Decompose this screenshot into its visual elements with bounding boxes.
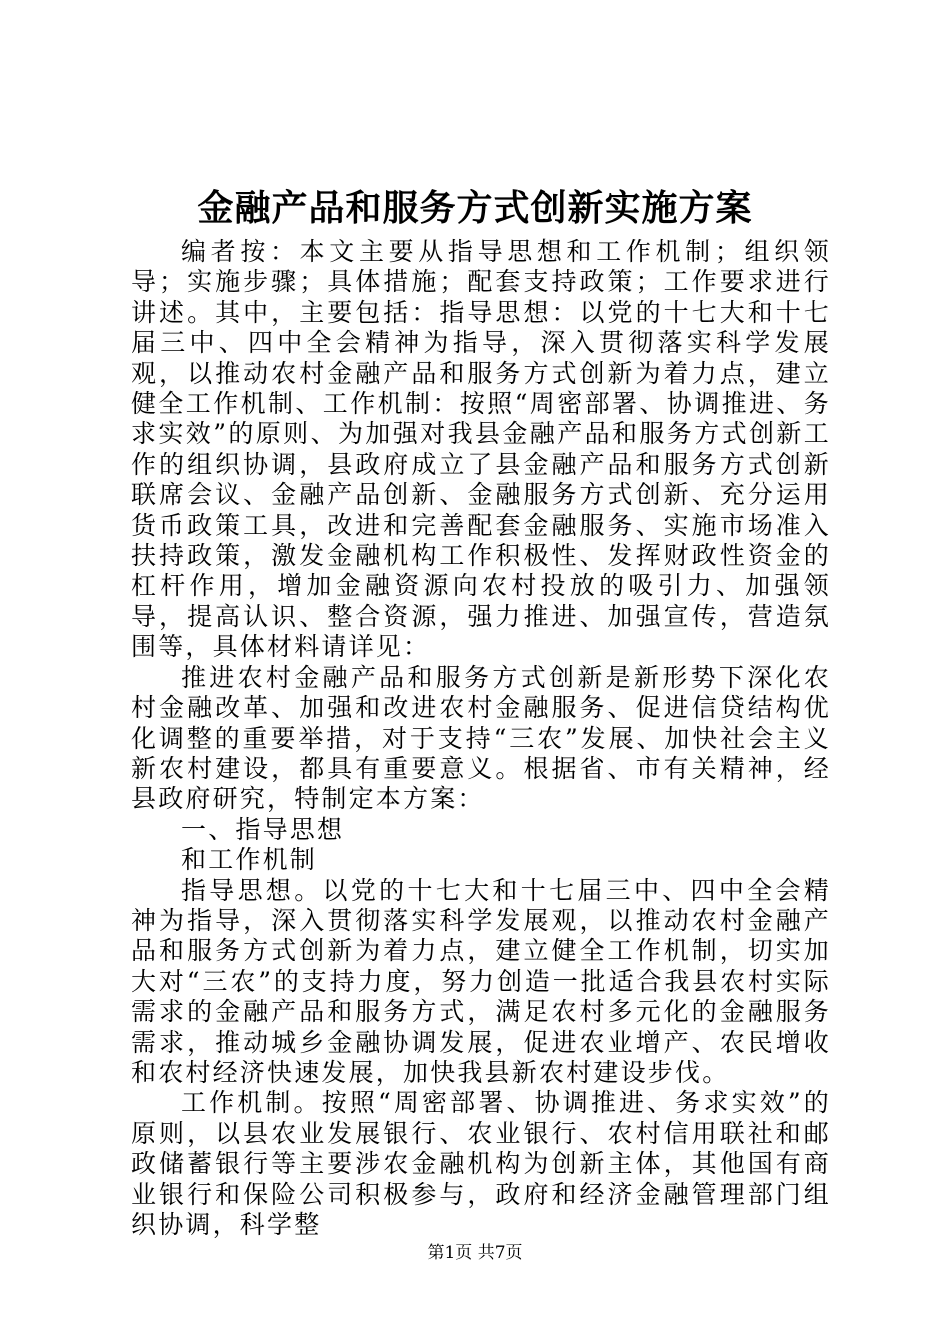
intro-paragraph: 推进农村金融产品和服务方式创新是新形势下深化农村金融改革、加强和改进农村金融服务、促进信贷结构优化调整的重要举措，对于支持“三农”发展、加快社会主义新农村建设，都具有重要意义。根据省、市有关精神，经县政府研究，特制定本方案： [131,662,831,814]
page-footer: 第1页 共7页 [427,1243,523,1263]
document-title: 金融产品和服务方式创新实施方案 [197,187,753,229]
section-heading-continued: 和工作机制 [181,845,318,875]
section-heading: 一、指导思想 [181,814,345,844]
editor-note-paragraph: 编者按：本文主要从指导思想和工作机制；组织领导；实施步骤；具体措施；配套支持政策；工作要求进行讲述。其中，主要包括：指导思想：以党的十七大和十七届三中、四中全会精神为指导，深入贯彻落实科学发展观，以推动农村金融产品和服务方式创新为着力点，建立健全工作机制、工作机制：按照“周密部署、协调推进、务求实效”的原则、为加强对我县金融产品和服务方式创新工作的组织协调，县政府成立了县金融产品和服务方式创新联席会议、金融产品创新、金融服务方式创新、充分运用货币政策工具，改进和完善配套金融服务、实施市场准入扶持政策，激发金融机构工作积极性、发挥财政性资金的杠杆作用，增加金融资源向农村投放的吸引力、加强领导，提高认识、整合资源，强力推进、加强宣传，营造氛围等，具体材料请详见： [131,237,831,662]
document-body [131,237,831,1240]
working-mechanism-paragraph: 工作机制。按照“周密部署、协调推进、务求实效”的原则，以县农业发展银行、农业银行、农村信用联社和邮政储蓄银行等主要涉农金融机构为创新主体，其他国有商业银行和保险公司积极参与，政府和经济金融管理部门组织协调，科学整 [131,1088,831,1239]
guiding-ideology-paragraph: 指导思想。以党的十七大和十七届三中、四中全会精神为指导，深入贯彻落实科学发展观，以推动农村金融产品和服务方式创新为着力点，建立健全工作机制，切实加大对“三农”的支持力度，努力创造一批适合我县农村实际需求的金融产品和服务方式，满足农村多元化的金融服务需求，推动城乡金融协调发展，促进农业增产、农民增收和农村经济快速发展，加快我县新农村建设步伐。 [131,875,831,1087]
